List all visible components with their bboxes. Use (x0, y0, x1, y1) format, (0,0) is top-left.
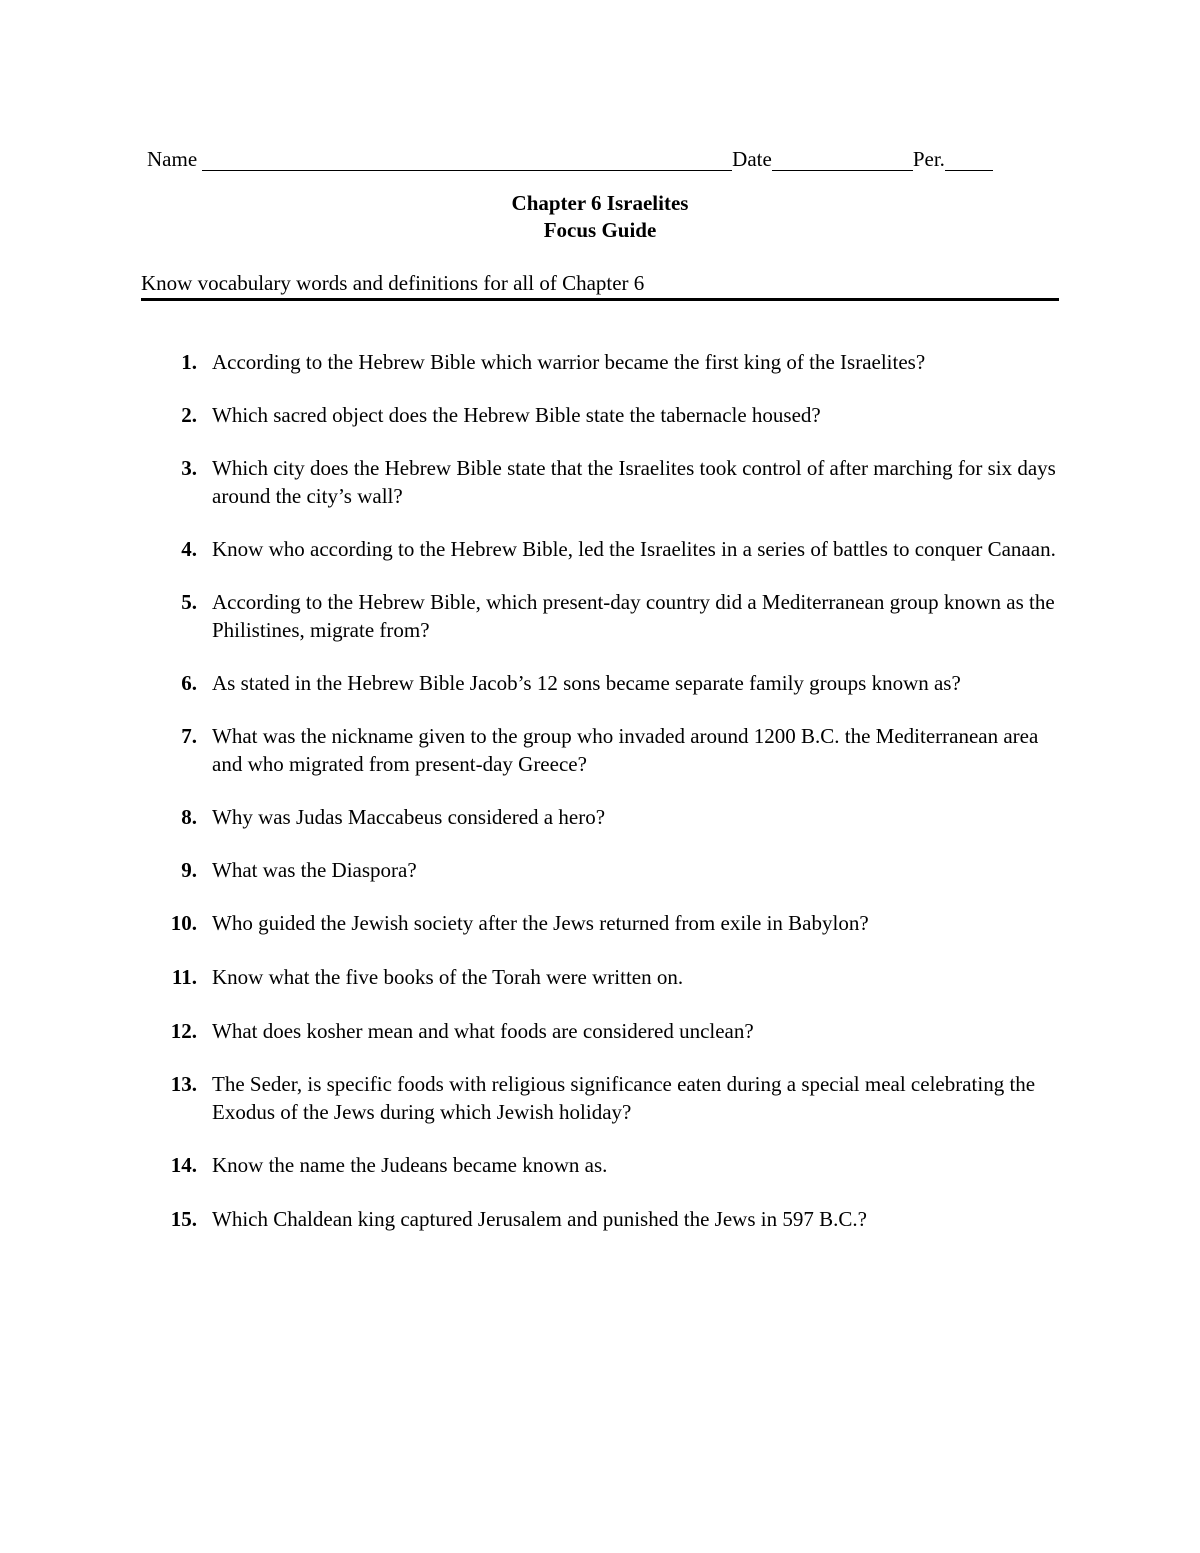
question-item (0, 856, 1200, 884)
question-item (0, 722, 1200, 778)
question-text: According to the Hebrew Bible which warrior became the first king of the Israelites? (212, 350, 926, 374)
title-subtitle: Focus Guide (543, 218, 657, 242)
question-text: Which sacred object does the Hebrew Bible state the tabernacle housed? (212, 403, 821, 427)
name-blank (202, 150, 732, 171)
question-number: 6. (181, 671, 197, 695)
question-number: 5. (181, 590, 197, 614)
question-list (0, 348, 1200, 1233)
student-info-line (147, 143, 993, 171)
question-number: 9. (181, 858, 197, 882)
question-number: 15. (170, 1207, 197, 1231)
question-text: Which city does the Hebrew Bible state that the Israelites took control of after marching for six days around the city’s wall? (212, 456, 1056, 508)
question-item (0, 909, 1200, 937)
question-number: 14. (170, 1153, 197, 1177)
question-number: 13. (170, 1072, 197, 1096)
question-item (0, 588, 1200, 644)
question-number: 3. (181, 456, 197, 480)
date-label: Date (732, 147, 772, 171)
question-number: 11. (171, 965, 197, 989)
name-label: Name (147, 147, 198, 171)
question-item (0, 401, 1200, 429)
question-number: 4. (181, 537, 197, 561)
question-item (0, 1205, 1200, 1233)
period-label: Per. (912, 147, 945, 171)
question-text: Know who according to the Hebrew Bible, led the Israelites in a series of battles to conquer Canaan. (212, 537, 1056, 561)
title-chapter: Chapter 6 Israelites (511, 191, 689, 215)
question-text: As stated in the Hebrew Bible Jacob’s 12 sons became separate family groups known as? (212, 671, 961, 695)
question-number: 12. (170, 1019, 197, 1043)
question-text: According to the Hebrew Bible, which present-day country did a Mediterranean group known as the Philistines, migrate from? (212, 590, 1055, 642)
question-item (0, 963, 1200, 991)
question-number: 1. (181, 350, 197, 374)
question-number: 2. (181, 403, 197, 427)
period-blank (945, 150, 993, 171)
question-item (0, 1017, 1200, 1045)
instruction-text: Know vocabulary words and definitions for all of Chapter 6 (141, 270, 1059, 301)
question-text: The Seder, is specific foods with religious significance eaten during a special meal celebrating the Exodus of the Jews during which Jewish holiday? (212, 1072, 1036, 1124)
question-text: Why was Judas Maccabeus considered a hero? (212, 805, 606, 829)
question-number: 8. (181, 805, 197, 829)
question-text: Which Chaldean king captured Jerusalem and punished the Jews in 597 B.C.? (212, 1207, 867, 1231)
question-text: Know what the five books of the Torah were written on. (212, 965, 684, 989)
question-text: What was the Diaspora? (212, 858, 417, 882)
question-item (0, 669, 1200, 697)
question-item (0, 535, 1200, 563)
question-number: 10. (170, 911, 197, 935)
question-text: What was the nickname given to the group who invaded around 1200 B.C. the Mediterranean area and who migrated from present-day Greece? (212, 724, 1039, 776)
date-blank (772, 150, 913, 171)
question-text: Who guided the Jewish society after the Jews returned from exile in Babylon? (212, 911, 869, 935)
question-item (0, 454, 1200, 510)
page-title (0, 190, 1200, 244)
question-item (0, 803, 1200, 831)
question-text: Know the name the Judeans became known as. (212, 1153, 608, 1177)
question-item (0, 1151, 1200, 1179)
question-item (0, 348, 1200, 376)
question-text: What does kosher mean and what foods are considered unclean? (212, 1019, 754, 1043)
question-number: 7. (181, 724, 197, 748)
question-item (0, 1070, 1200, 1126)
